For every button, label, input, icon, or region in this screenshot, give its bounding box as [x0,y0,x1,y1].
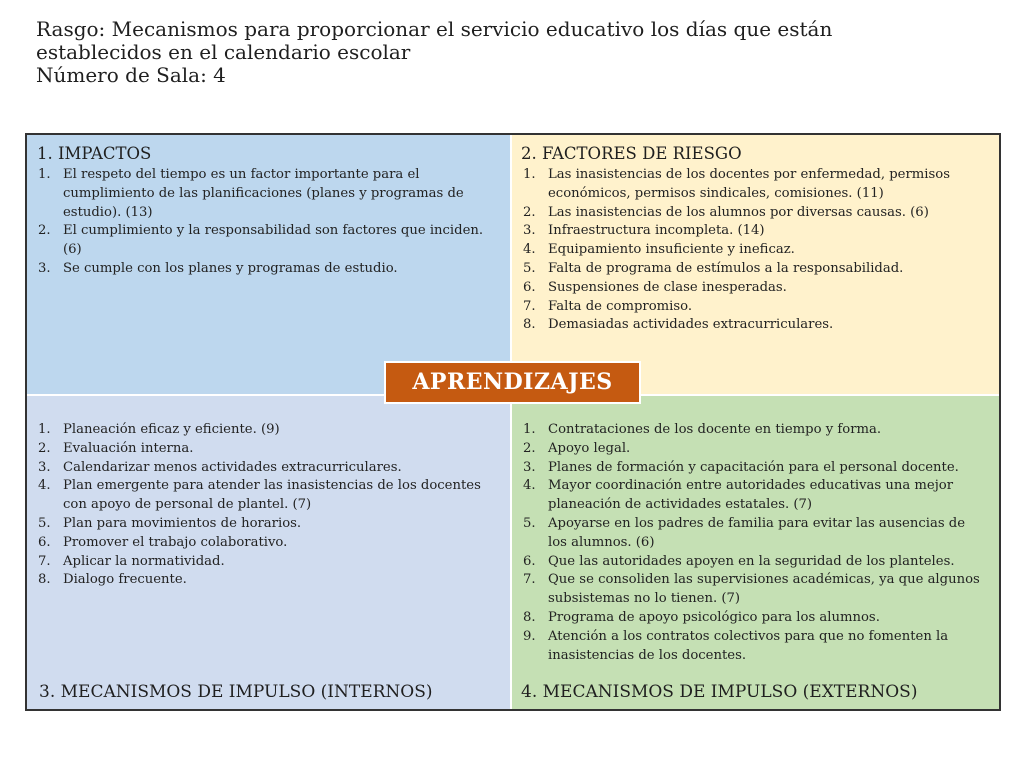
list-item [38,571,500,590]
list-item [38,222,500,260]
quadrant-impulso-internos [27,396,512,709]
title-line-1: Rasgo: Mecanismos para proporcionar el servicio educativo los días que están [36,17,833,41]
list-item-number: 2. [523,440,536,456]
list-item-text: Falta de compromiso. [548,298,693,314]
title-line-2: establecidos en el calendario escolar [36,40,411,64]
list-item-text: Que las autoridades apoyen en la seguridad de los planteles. [548,553,955,569]
list-item [523,515,988,553]
aprendizajes-badge: APRENDIZAJES [384,361,641,404]
list-item-number: 1. [523,422,536,437]
item-list [523,166,988,335]
list-item-number: 8. [38,572,51,588]
list-item-number: 2. [38,440,51,456]
list-item-text: Planes de formación y capacitación para el personal docente. [548,459,959,475]
list-item-text: Suspensiones de clase inesperadas. [548,279,787,295]
list-item [523,628,988,666]
list-item-number: 1. [38,422,51,437]
list-item-text: Promover el trabajo colaborativo. [63,534,288,550]
list-item [523,260,988,279]
list-item-text: Que se consoliden las supervisiones académicas, ya que algunos subsistemas no lo tienen. (7) [548,572,980,607]
list-item-number: 5. [38,515,51,531]
quadrant-impulso-externos [512,396,999,709]
list-item [38,553,500,572]
list-item-number: 7. [523,572,536,588]
list-item [38,260,500,279]
list-item [38,534,500,553]
list-item-text: Evaluación interna. [63,440,194,456]
list-item [523,459,988,478]
list-item-number: 6. [523,553,536,569]
list-item [523,298,988,317]
list-item-text: Plan emergente para atender las inasistencias de los docentes con apoyo de personal de plantel. (7) [63,478,481,513]
list-item [523,316,988,335]
four-quadrant-grid [25,133,1001,711]
list-item [523,222,988,241]
list-item-number: 9. [523,628,536,644]
list-item-text: Mayor coordinación entre autoridades educativas una mejor planeación de actividades estatales. (7) [548,478,954,513]
list-item-number: 3. [38,459,51,475]
list-item-number: 4. [523,242,536,258]
list-item-text: Las inasistencias de los alumnos por diversas causas. (6) [548,204,929,220]
list-item [38,515,500,534]
list-item [38,459,500,478]
list-item-text: Contrataciones de los docente en tiempo y forma. [548,422,882,437]
list-item-number: 8. [523,317,536,333]
list-item [38,440,500,459]
list-item-text: Calendarizar menos actividades extracurriculares. [63,459,402,475]
list-item-text: Apoyarse en los padres de familia para evitar las ausencias de los alumnos. (6) [548,515,966,550]
quadrant-impactos [27,135,512,396]
list-item-number: 4. [523,478,536,494]
list-item-text: Apoyo legal. [548,440,631,456]
list-item-number: 7. [523,298,536,314]
list-item [523,440,988,459]
item-list [38,421,500,590]
quadrant-heading: 1. IMPACTOS [37,144,152,163]
list-item [523,477,988,515]
list-item-text: Aplicar la normatividad. [63,553,225,569]
list-item-text: Programa de apoyo psicológico para los alumnos. [548,609,880,625]
list-item-number: 1. [523,167,536,182]
list-item-text: Falta de programa de estímulos a la responsabilidad. [548,260,904,276]
quadrant-heading: 4. MECANISMOS DE IMPULSO (EXTERNOS) [521,682,918,702]
list-item [523,204,988,223]
quadrant-heading: 2. FACTORES DE RIESGO [521,144,742,163]
list-item-text: Equipamiento insuficiente y ineficaz. [548,242,795,258]
quadrant-factores-riesgo [512,135,999,396]
item-list [38,166,500,279]
list-item [38,477,500,515]
list-item-number: 2. [523,204,536,220]
list-item-number: 6. [523,279,536,295]
list-item-number: 8. [523,609,536,625]
list-item-text: El cumplimiento y la responsabilidad son factores que inciden. (6) [63,223,484,258]
list-item-number: 5. [523,260,536,276]
list-item-text: Atención a los contratos colectivos para que no fomenten la inasistencias de los docentes. [548,628,949,663]
list-item [38,421,500,440]
list-item [523,279,988,298]
list-item [523,241,988,260]
list-item-number: 4. [38,478,51,494]
list-item-text: Planeación eficaz y eficiente. (9) [63,422,280,437]
list-item-number: 1. [38,167,51,182]
list-item-number: 3. [38,260,51,276]
list-item-text: Se cumple con los planes y programas de estudio. [63,260,398,276]
list-item-number: 7. [38,553,51,569]
list-item [523,571,988,609]
list-item-text: El respeto del tiempo es un factor importante para el cumplimiento de las planificaciones (planes y programas de estudio). (13) [63,167,464,220]
list-item-number: 2. [38,223,51,239]
slide-title [36,18,996,87]
list-item [523,553,988,572]
list-item-text: Dialogo frecuente. [63,572,187,588]
list-item-text: Plan para movimientos de horarios. [63,515,302,531]
list-item-text: Demasiadas actividades extracurriculares. [548,317,834,333]
list-item-number: 6. [38,534,51,550]
list-item-text: Infraestructura incompleta. (14) [548,223,765,239]
list-item-number: 3. [523,459,536,475]
list-item [523,166,988,204]
item-list [523,421,988,665]
list-item [38,166,500,222]
list-item [523,609,988,628]
quadrant-heading: 3. MECANISMOS DE IMPULSO (INTERNOS) [39,682,433,702]
list-item [523,421,988,440]
list-item-number: 5. [523,515,536,531]
list-item-text: Las inasistencias de los docentes por enfermedad, permisos económicos, permisos sindicales, comisiones. (11) [548,167,950,201]
list-item-number: 3. [523,223,536,239]
room-number: Número de Sala: 4 [36,63,226,87]
